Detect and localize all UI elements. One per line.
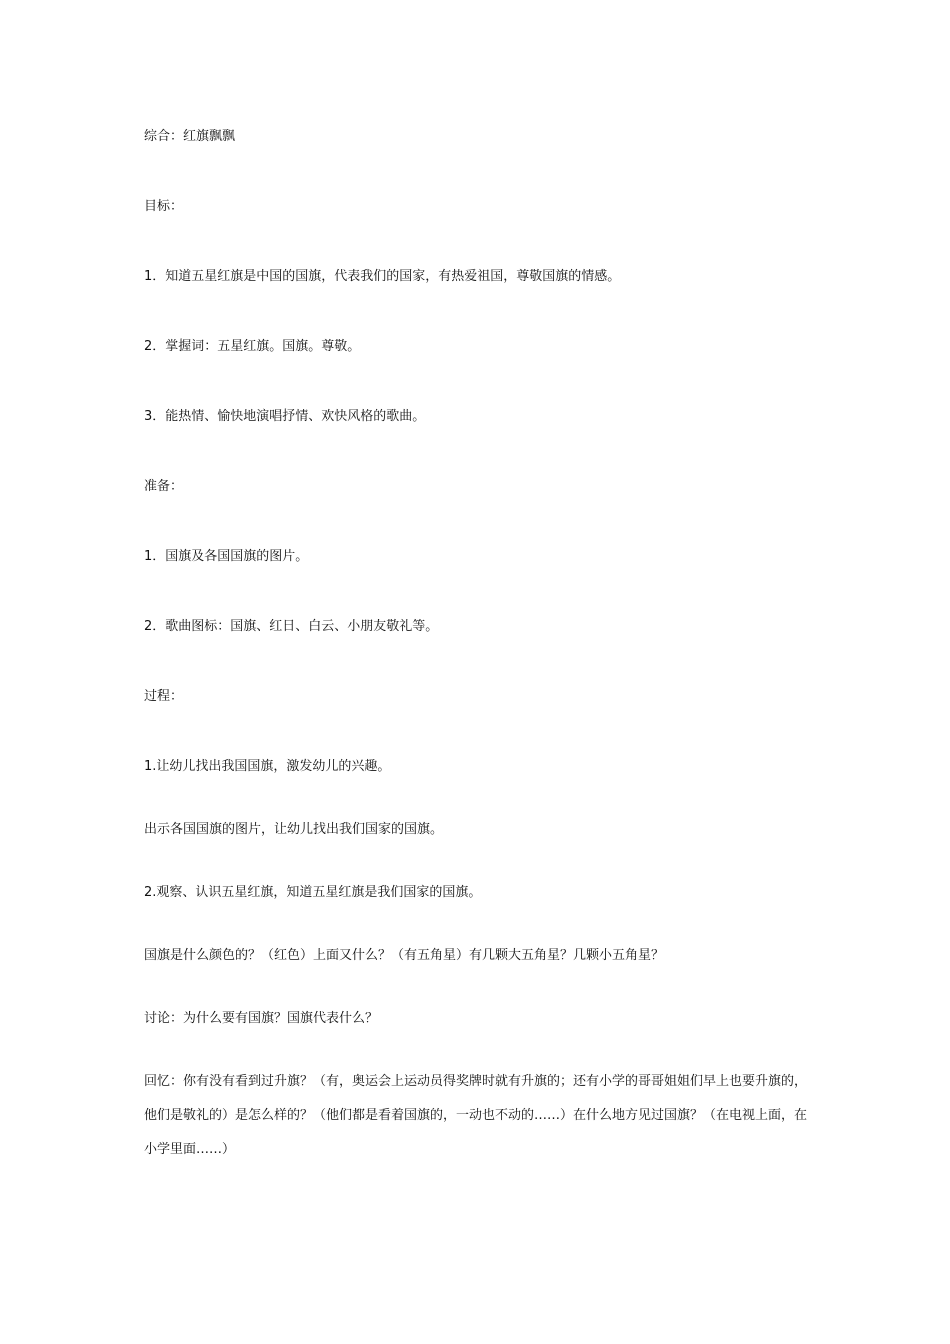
process-heading: 过程： (144, 689, 184, 704)
goal-item: 3．能热情、愉快地演唱抒情、欢快风格的歌曲。 (144, 409, 426, 424)
prep-item: 2．歌曲图标：国旗、红日、白云、小朋友敬礼等。 (144, 619, 439, 634)
process-item: 国旗是什么颜色的？（红色）上面又什么？（有五角星）有几颗大五角星？几颗小五角星？ (144, 948, 665, 963)
process-item: 回忆：你有没有看到过升旗？（有，奥运会上运动员得奖牌时就有升旗的；还有小学的哥哥姐姐们早上也要升旗的，他们是敬礼的）是怎么样的？（他们都是看着国旗的，一动也不动的……）在什么地方见过国旗？（在电视上面，在小学里面……） (144, 1074, 808, 1157)
goal-heading: 目标： (144, 199, 184, 214)
process-item: 2.观察、认识五星红旗，知道五星红旗是我们国家的国旗。 (144, 885, 482, 900)
doc-title: 综合：红旗飘飘 (144, 129, 236, 144)
goal-item: 1．知道五星红旗是中国的国旗，代表我们的国家，有热爱祖国，尊敬国旗的情感。 (144, 269, 621, 284)
prep-item: 1．国旗及各国国旗的图片。 (144, 549, 309, 564)
prep-heading: 准备： (144, 479, 184, 494)
document-body (144, 128, 814, 1167)
process-item: 1.让幼儿找出我国国旗，激发幼儿的兴趣。 (144, 759, 391, 774)
goal-item: 2．掌握词：五星红旗。国旗。尊敬。 (144, 339, 361, 354)
process-item: 出示各国国旗的图片，让幼儿找出我们国家的国旗。 (144, 822, 444, 837)
process-item: 讨论：为什么要有国旗？国旗代表什么？ (144, 1011, 379, 1026)
